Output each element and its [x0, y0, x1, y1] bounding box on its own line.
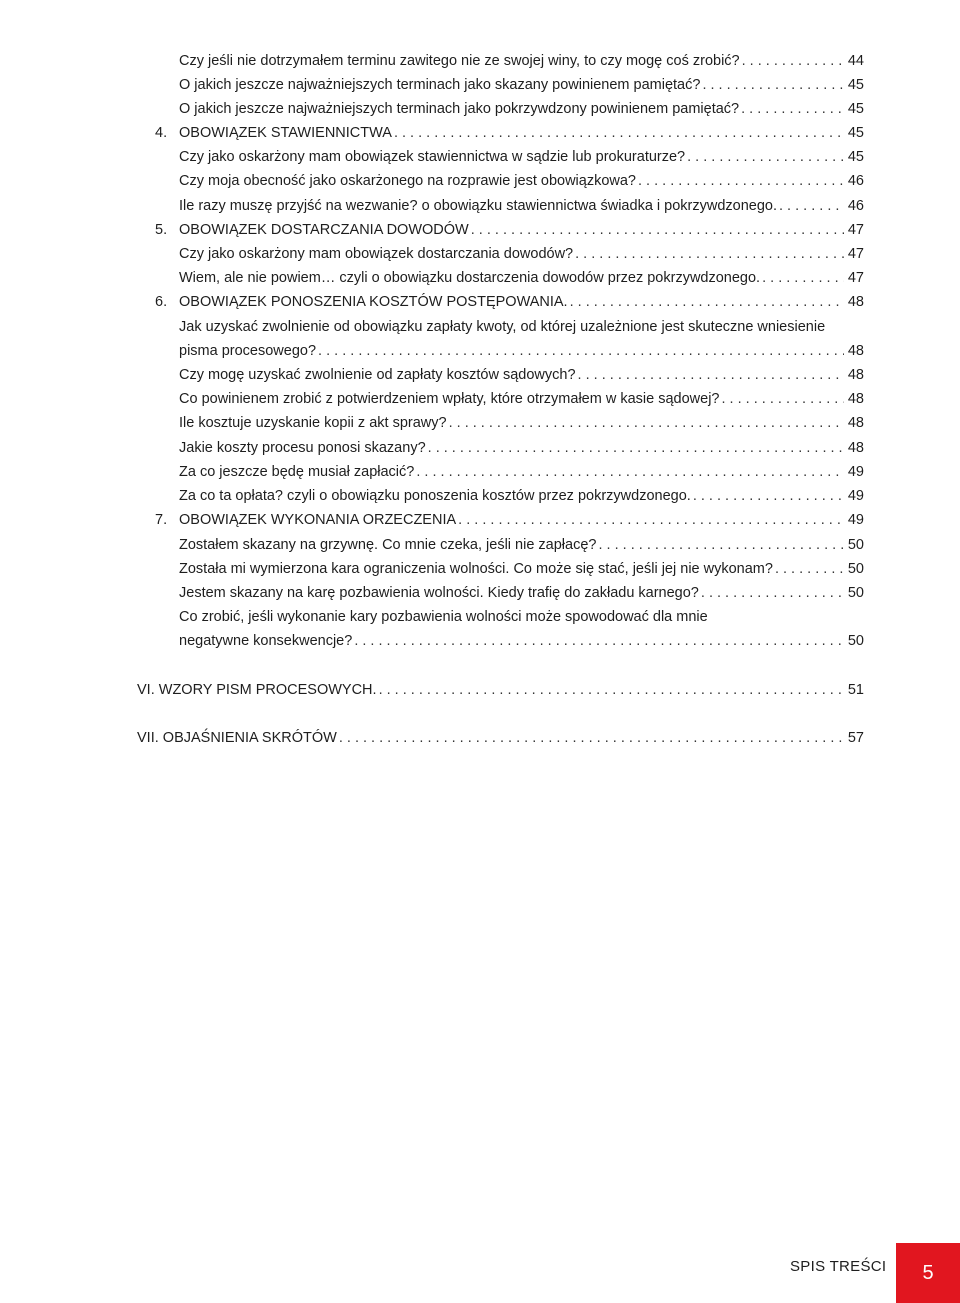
toc-page-number: 50	[847, 561, 864, 577]
toc-entry-line[interactable]	[0, 605, 960, 629]
toc-page-number: 45	[847, 149, 864, 165]
toc-page-number: 50	[847, 537, 864, 553]
toc-section[interactable]	[0, 678, 960, 702]
toc-entry-title: Czy jeśli nie dotrzymałem terminu zawitego nie ze swojej winy, to czy mogę coś zrobić?	[179, 53, 740, 69]
toc-page-number: 48	[847, 415, 864, 431]
toc-entry[interactable]	[0, 581, 960, 605]
toc-entry-title: Co zrobić, jeśli wykonanie kary pozbawienia wolności może spowodować dla mnie	[179, 609, 708, 625]
toc-entry[interactable]	[0, 194, 960, 218]
leader-dots	[318, 339, 844, 363]
toc-chapter[interactable]	[0, 508, 960, 532]
toc-page-number: 45	[847, 101, 864, 117]
toc-page-number: 48	[847, 343, 864, 359]
toc-entry[interactable]	[0, 557, 960, 581]
leader-dots	[416, 460, 844, 484]
toc-entry-title: Za co ta opłata? czyli o obowiązku ponoszenia kosztów przez pokrzywdzonego.	[179, 488, 691, 504]
toc-page-number: 46	[847, 198, 864, 214]
leader-dots	[741, 97, 844, 121]
leader-dots	[449, 411, 844, 435]
toc-chapter-title: OBOWIĄZEK WYKONANIA ORZECZENIA	[179, 512, 457, 528]
leader-dots	[354, 629, 844, 653]
leader-dots	[638, 169, 844, 193]
leader-dots	[428, 436, 844, 460]
leader-dots	[458, 508, 844, 532]
toc-section-title: VI. WZORY PISM PROCESOWYCH.	[137, 682, 377, 698]
toc-entry-title: Zostałem skazany na grzywnę. Co mnie czeka, jeśli nie zapłacę?	[179, 537, 597, 553]
toc-page-number: 49	[847, 512, 864, 528]
toc-chapter-number: 7.	[155, 512, 168, 528]
toc-entry[interactable]	[0, 436, 960, 460]
toc-entry[interactable]	[0, 387, 960, 411]
toc-page-number: 47	[847, 246, 864, 262]
toc-entry-title: Wiem, ale nie powiem… czyli o obowiązku dostarczenia dowodów przez pokrzywdzonego.	[179, 270, 761, 286]
toc-entry[interactable]	[0, 73, 960, 97]
page-number: 5	[922, 1261, 934, 1284]
toc-entry-title: Ile kosztuje uzyskanie kopii z akt sprawy?	[179, 415, 447, 431]
toc-entry[interactable]	[0, 363, 960, 387]
toc-chapter-number: 5.	[155, 222, 168, 238]
toc-entry-title: Czy jako oskarżony mam obowiązek dostarczania dowodów?	[179, 246, 574, 262]
toc-entry[interactable]	[0, 533, 960, 557]
toc-entry[interactable]	[0, 242, 960, 266]
leader-dots	[598, 533, 843, 557]
toc-chapter-title: OBOWIĄZEK PONOSZENIA KOSZTÓW POSTĘPOWANIA.	[179, 294, 568, 310]
leader-dots	[575, 242, 844, 266]
toc-page-number: 44	[847, 53, 864, 69]
leader-dots	[779, 194, 844, 218]
toc-entry-title: Czy moja obecność jako oskarżonego na rozprawie jest obowiązkowa?	[179, 173, 636, 189]
toc-page-number: 48	[847, 367, 864, 383]
toc-chapter-number: 6.	[155, 294, 168, 310]
toc-page-number: 45	[847, 77, 864, 93]
page-number-badge	[896, 1243, 960, 1303]
toc-page-number: 48	[847, 440, 864, 456]
toc-chapter-title: OBOWIĄZEK STAWIENNICTWA	[179, 125, 392, 141]
toc-entry-title: Czy mogę uzyskać zwolnienie od zapłaty kosztów sądowych?	[179, 367, 576, 383]
leader-dots	[339, 726, 844, 750]
toc-chapter[interactable]	[0, 218, 960, 242]
toc-entry[interactable]	[0, 49, 960, 73]
toc-entry-title: negatywne konsekwencje?	[179, 633, 353, 649]
leader-dots	[578, 363, 844, 387]
leader-dots	[721, 387, 843, 411]
leader-dots	[471, 218, 844, 242]
toc-page-number: 45	[847, 125, 864, 141]
leader-dots	[742, 49, 844, 73]
toc-entry-title: Została mi wymierzona kara ograniczenia wolności. Co może się stać, jeśli jej nie wykonam?	[179, 561, 773, 577]
toc-page-number: 50	[847, 585, 864, 601]
leader-dots	[762, 266, 844, 290]
toc-entry[interactable]	[0, 169, 960, 193]
toc-entry[interactable]	[0, 145, 960, 169]
footer-section-label: SPIS TREŚCI	[790, 1258, 887, 1275]
toc-page-number: 47	[847, 222, 864, 238]
toc-page-number: 49	[847, 488, 864, 504]
toc-entry[interactable]	[0, 484, 960, 508]
leader-dots	[570, 290, 844, 314]
toc-entry[interactable]	[0, 97, 960, 121]
toc-entry-title: Jakie koszty procesu ponosi skazany?	[179, 440, 426, 456]
leader-dots	[394, 121, 844, 145]
toc-page-number: 57	[847, 730, 864, 746]
toc-entry[interactable]	[0, 460, 960, 484]
toc-chapter-title: OBOWIĄZEK DOSTARCZANIA DOWODÓW	[179, 222, 469, 238]
toc-entry[interactable]	[0, 266, 960, 290]
toc-section-title: VII. OBJAŚNIENIA SKRÓTÓW	[137, 730, 337, 746]
toc-entry-title: O jakich jeszcze najważniejszych terminach jako pokrzywdzony powinienem pamiętać?	[179, 101, 740, 117]
leader-dots	[693, 484, 844, 508]
toc-entry-title: O jakich jeszcze najważniejszych terminach jako skazany powinienem pamiętać?	[179, 77, 701, 93]
toc-page-number: 49	[847, 464, 864, 480]
toc-page-number: 50	[847, 633, 864, 649]
toc-section[interactable]	[0, 726, 960, 750]
toc-entry-title: Jestem skazany na karę pozbawienia wolności. Kiedy trafię do zakładu karnego?	[179, 585, 699, 601]
toc-entry[interactable]	[0, 629, 960, 653]
toc-entry-title: Ile razy muszę przyjść na wezwanie? o obowiązku stawiennictwa świadka i pokrzywdzonego.	[179, 198, 777, 214]
toc-page-number: 48	[847, 391, 864, 407]
toc-chapter-number: 4.	[155, 125, 168, 141]
toc-entry-title: Co powinienem zrobić z potwierdzeniem wpłaty, które otrzymałem w kasie sądowej?	[179, 391, 720, 407]
toc-entry[interactable]	[0, 411, 960, 435]
leader-dots	[775, 557, 844, 581]
leader-dots	[702, 73, 843, 97]
toc-entry-line[interactable]	[0, 315, 960, 339]
toc-entry-title: pisma procesowego?	[179, 343, 317, 359]
toc-page-number: 48	[847, 294, 864, 310]
toc-entry[interactable]	[0, 339, 960, 363]
toc-chapter[interactable]	[0, 121, 960, 145]
toc-entry-title: Za co jeszcze będę musiał zapłacić?	[179, 464, 415, 480]
toc-chapter[interactable]	[0, 290, 960, 314]
leader-dots	[687, 145, 844, 169]
leader-dots	[379, 678, 844, 702]
leader-dots	[701, 581, 844, 605]
toc-page-number: 47	[847, 270, 864, 286]
toc-page-number: 46	[847, 173, 864, 189]
toc-page-number: 51	[847, 682, 864, 698]
toc-entry-title: Jak uzyskać zwolnienie od obowiązku zapłaty kwoty, od której uzależnione jest skuteczne wniesienie	[179, 319, 826, 335]
toc-entry-title: Czy jako oskarżony mam obowiązek stawiennictwa w sądzie lub prokuraturze?	[179, 149, 686, 165]
